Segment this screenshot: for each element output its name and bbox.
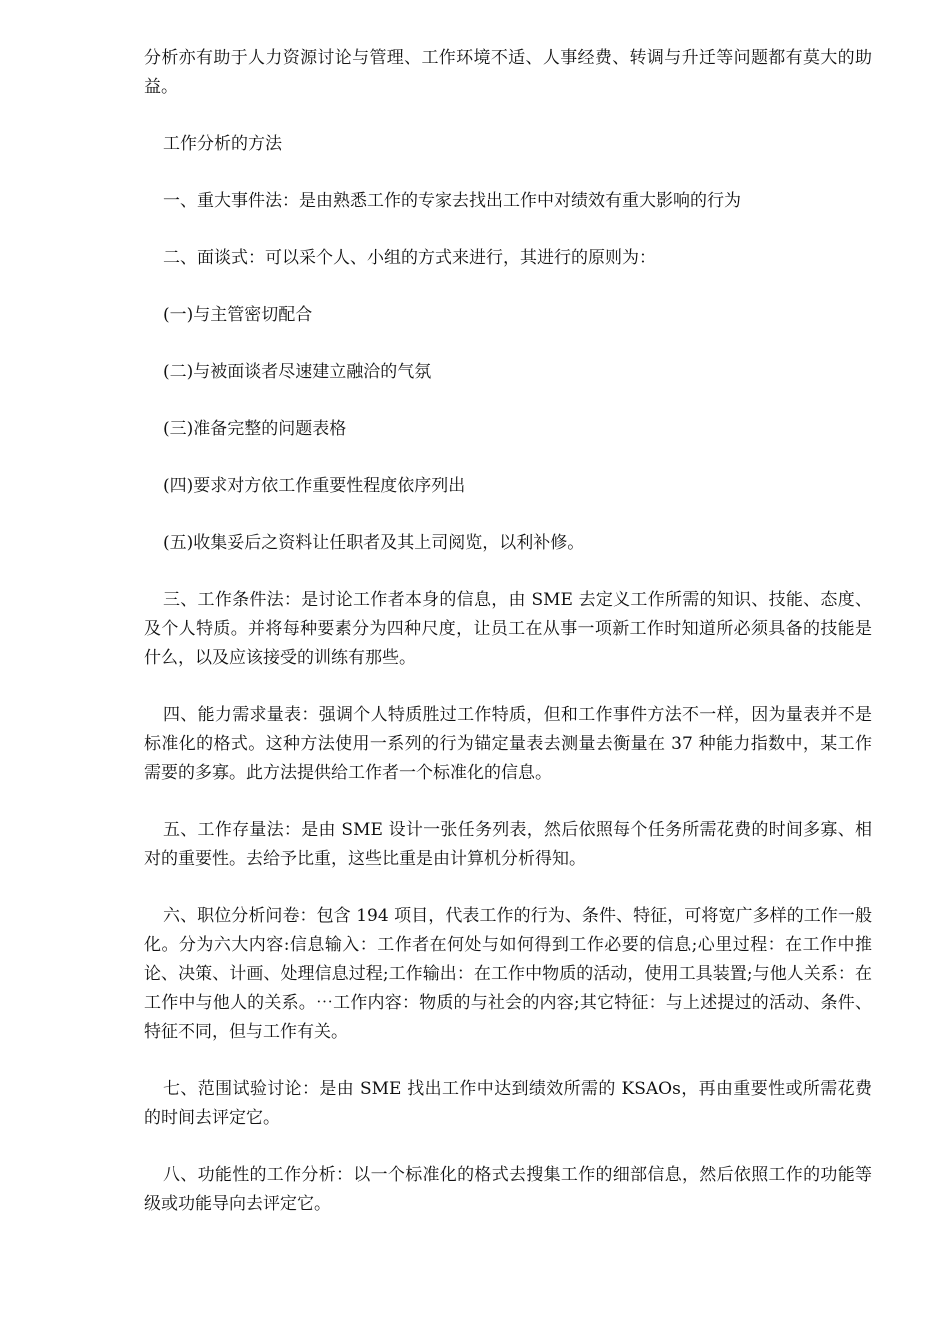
- method-8-paragraph: 八、功能性的工作分析：以一个标准化的格式去搜集工作的细部信息，然后依照工作的功能等级或功能导向去评定它。: [144, 1165, 872, 1214]
- method-1-paragraph: 一、重大事件法：是由熟悉工作的专家去找出工作中对绩效有重大影响的行为: [163, 191, 741, 211]
- method-2-paragraph: 二、面谈式：可以采个人、小组的方式来进行，其进行的原则为：: [163, 248, 656, 268]
- principle-1: (一)与主管密切配合: [163, 305, 313, 325]
- document-page: [144, 44, 872, 1247]
- section-heading: 工作分析的方法: [163, 134, 282, 154]
- principle-4: (四)要求对方依工作重要性程度依序列出: [163, 476, 466, 496]
- method-7-paragraph: 七、范围试验讨论：是由 SME 找出工作中达到绩效所需的 KSAOs，再由重要性或所需花费的时间去评定它。: [144, 1079, 872, 1128]
- principle-5: (五)收集妥后之资料让任职者及其上司阅览，以利补修。: [163, 533, 585, 553]
- method-6-paragraph: 六、职位分析问卷：包含 194 项目，代表工作的行为、条件、特征，可将宽广多样的工作一般化。分为六大内容:信息输入：工作者在何处与如何得到工作必要的信息;心里过程：在工作中推论、决策、计画、处理信息过程;工作输出：在工作中物质的活动，使用工具装置;与他人关系：在工作中与他人的关系。⋯工作内容：物质的与社会的内容;其它特征：与上述提过的活动、条件、特征不同，但与工作有关。: [144, 906, 872, 1042]
- method-3-paragraph: 三、工作条件法：是讨论工作者本身的信息，由 SME 去定义工作所需的知识、技能、态度、及个人特质。并将每种要素分为四种尺度，让员工在从事一项新工作时知道所必须具备的技能是什么，以及应该接受的训练有那些。: [144, 590, 872, 668]
- method-4-paragraph: 四、能力需求量表：强调个人特质胜过工作特质，但和工作事件方法不一样，因为量表并不是标准化的格式。这种方法使用一系列的行为锚定量表去测量去衡量在 37 种能力指数中，某工作需要的多寡。此方法提供给工作者一个标准化的信息。: [144, 705, 872, 783]
- intro-paragraph: 分析亦有助于人力资源讨论与管理、工作环境不适、人事经费、转调与升迁等问题都有莫大的助益。: [144, 48, 872, 97]
- principle-2: (二)与被面谈者尽速建立融洽的气氛: [163, 362, 432, 382]
- principle-3: (三)准备完整的问题表格: [163, 419, 347, 439]
- method-5-paragraph: 五、工作存量法：是由 SME 设计一张任务列表，然后依照每个任务所需花费的时间多寡、相对的重要性。去给予比重，这些比重是由计算机分析得知。: [144, 820, 872, 869]
